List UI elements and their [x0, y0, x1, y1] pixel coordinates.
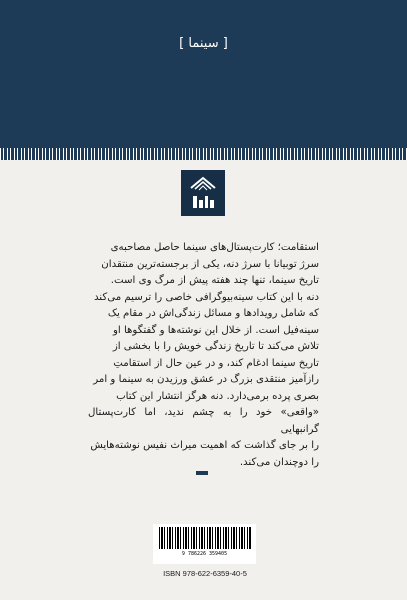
description-line: دنه با این کتاب سینه‌بیوگرافی خاصی را ترسیم می‌کند — [93, 291, 319, 303]
description-line: را بر جای گذاشت که اهمیت میراث نفیس نوشته‌هایش — [90, 440, 319, 451]
description-line: «واقعی» خود را به چشم ندید، اما کارت‌پستال گرانبهایی — [88, 407, 319, 435]
top-band — [0, 0, 407, 148]
description-line: تلاش می‌کند تا تاریخ زندگی خویش را با بخشی از — [112, 341, 319, 352]
description-line: را دوچندان می‌کند. — [239, 456, 319, 468]
description-line: رازآمیز منتقدی بزرگ در عشق ورزیدن به سینما و امر — [93, 374, 319, 385]
section-end-mark — [196, 471, 208, 475]
description-line: که شامل رویدادها و مسائل زندگی‌اش در مقام یک — [107, 308, 319, 319]
description-line: بصری پرده برمی‌دارد. دنه هرگز انتشار این کتاب — [116, 390, 319, 402]
description-line: استقامت؛ کارت‌پستال‌های سینما حاصل مصاحبه‌ی — [110, 242, 319, 253]
decorative-stripe — [0, 148, 407, 160]
description-line: سینه‌فیل است. از خلال این نوشته‌ها و گفتگوها او — [112, 324, 319, 336]
barcode-digits: 9 786226 359405 — [181, 551, 228, 557]
description-line: سرژ توبیانا با سرژ دنه، یکی از برجسته‌ترین منتقدان — [101, 258, 319, 270]
series-label: [ سینما ] — [179, 36, 228, 51]
house-roof-logo-icon — [181, 170, 225, 216]
barcode-bars — [159, 527, 251, 549]
barcode — [153, 524, 256, 564]
isbn-label: ISBN 978-622-6359-40-5 — [163, 569, 247, 578]
description-line: تاریخ سینما ادغام کند، و در عین حال از استقامتِ — [113, 357, 319, 369]
book-description — [88, 240, 319, 471]
logo-graphic — [181, 170, 225, 216]
description-line: تاریخ سینما، تنها چند هفته پیش از مرگ وی است. — [110, 275, 319, 286]
